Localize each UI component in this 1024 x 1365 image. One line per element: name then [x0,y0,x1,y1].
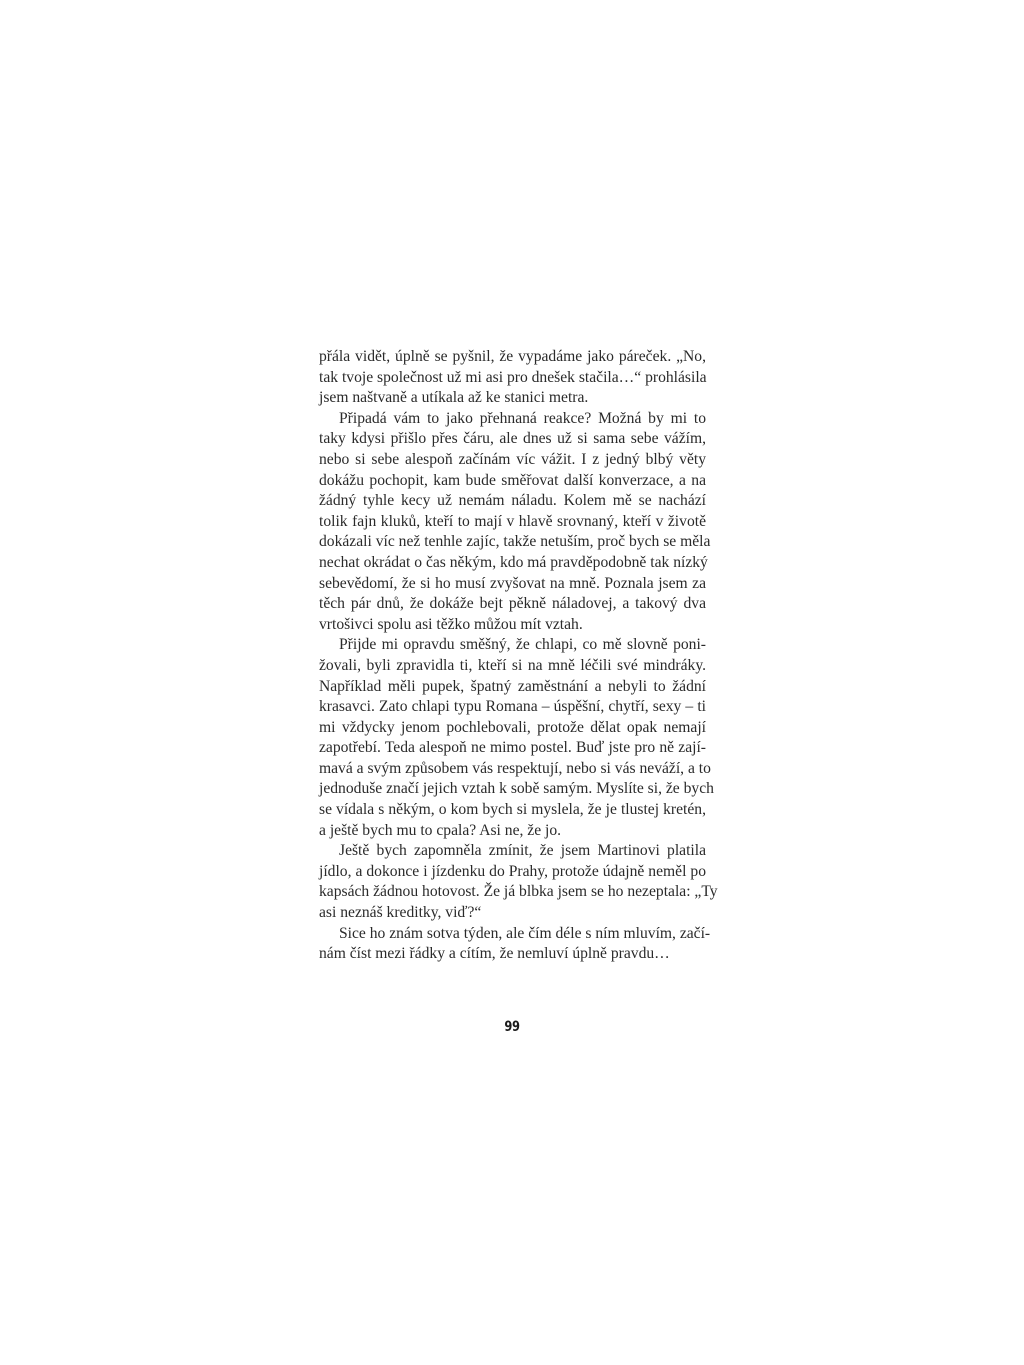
text-line: žovali, byli zpravidla ti, kteří si na mně léčili své mindráky. [319,656,706,674]
body-text [319,347,718,965]
text-line: se vídala s někým, o kom bych si myslela, že je tlustej kretén, [319,801,706,819]
text-line: Ještě bych zapomněla zmínit, že jsem Martinovi platila [339,842,706,860]
text-line: tak tvoje společnost už mi asi pro dnešek stačila…“ prohlásila [319,368,707,386]
text-line: jednoduše značí jejich vztah k sobě samým. Myslíte si, že bych [319,780,714,798]
text-line: zapotřebí. Teda alespoň ne mimo postel. Buď jste pro ně zají- [319,739,706,757]
text-line: taky kdysi přišlo přes čáru, ale dnes už si sama sebe vážím, [319,430,706,448]
text-line: přála vidět, úplně se pyšnil, že vypadáme jako páreček. „No, [319,348,706,365]
text-line: žádný tyhle kecy už nemám náladu. Kolem mě se nachází [319,492,706,510]
text-line: dokázali víc než tenhle zajíc, takže netuším, proč bych se měla [319,533,711,551]
text-line: nám číst mezi řádky a cítím, že nemluví úplně pravdu… [319,945,670,963]
text-line: mavá a svým způsobem vás respektují, nebo si vás neváží, a to [319,759,711,777]
text-line: nechat okrádat o čas někým, kdo má pravděpodobně tak nízký [319,553,708,571]
text-line: vrtošivci spolu asi těžko můžou mít vztah. [319,615,583,633]
text-line: kapsách žádnou hotovost. Že já blbka jsem se ho nezeptala: „Ty [319,883,718,901]
text-line: tolik fajn kluků, kteří to mají v hlavě srovnaný, kteří v životě [319,512,706,530]
text-line: těch pár dnů, že dokáže bejt pěkně náladovej, a takový dva [319,595,706,613]
text-line: sebevědomí, že si ho musí zvyšovat na mně. Poznala jsem za [319,574,706,592]
text-line: jsem naštvaně a utíkala až ke stanici metra. [319,389,589,407]
text-line: a ještě bych mu to cpala? Asi ne, že jo. [319,821,562,839]
text-line: Například měli pupek, špatný zaměstnání a nebyli to žádní [319,677,706,695]
text-line: asi neznáš kreditky, viď?“ [319,904,482,922]
text-line: Přijde mi opravdu směšný, že chlapi, co mě slovně poni- [339,636,706,654]
text-line: dokážu pochopit, kam bude směřovat další konverzace, a na [319,471,706,489]
page-number: 99 [504,1019,520,1035]
text-line: krasavci. Zato chlapi typu Romana – úspěšní, chytří, sexy – ti [319,698,706,716]
text-line: Připadá vám to jako přehnaná reakce? Možná by mi to [339,409,706,427]
text-line: nebo si sebe alespoň začínám víc vážit. I z jedný blbý věty [319,450,706,468]
text-line: mi vždycky jenom pochlebovali, protože dělat opak nemají [319,718,706,736]
text-line: jídlo, a dokonce i jízdenku do Prahy, protože údajně neměl po [319,862,706,880]
text-line: Sice ho znám sotva týden, ale čím déle s ním mluvím, začí- [339,924,711,942]
